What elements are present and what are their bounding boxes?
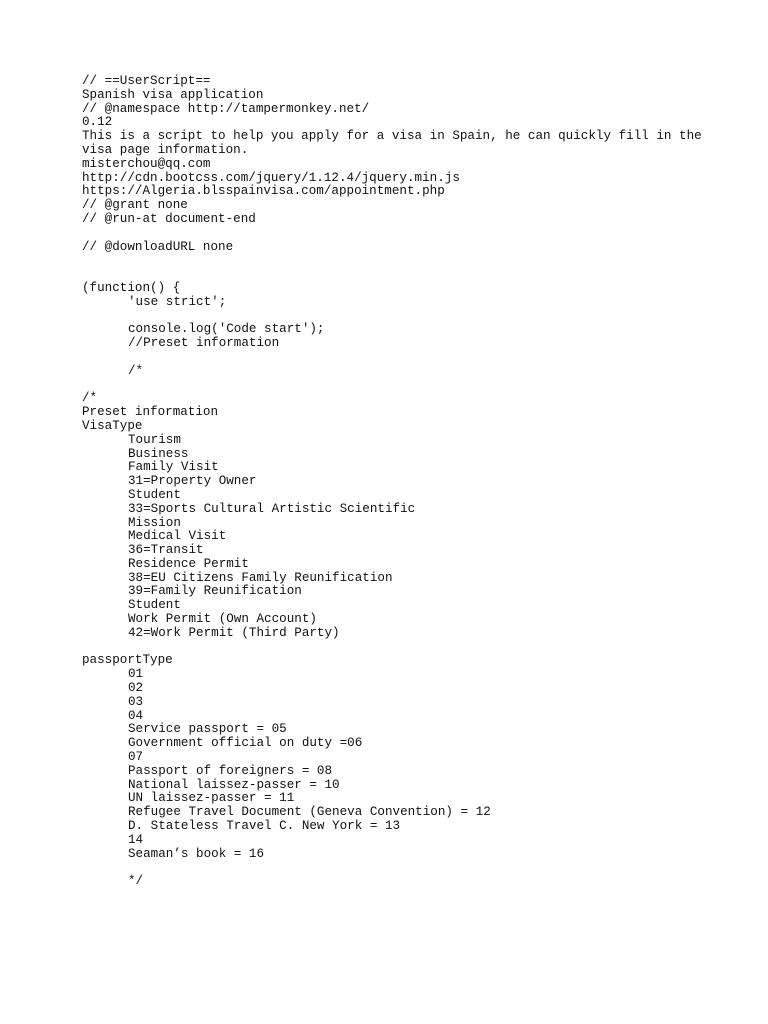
require-line: http://cdn.bootcss.com/jquery/1.12.4/jquery.min.js xyxy=(82,170,460,185)
passport-type-item: Service passport = 05 xyxy=(128,722,287,737)
description-line: This is a script to help you apply for a visa in Spain, he can quickly fill in the visa page information. xyxy=(82,129,710,157)
use-strict-line: 'use strict'; xyxy=(128,294,227,309)
passport-type-item: 14 xyxy=(128,832,144,847)
visa-type-item: Mission xyxy=(128,515,181,530)
passport-type-item: Seaman’s book = 16 xyxy=(128,846,265,861)
passport-type-label: passportType xyxy=(82,653,173,668)
passport-type-item: 04 xyxy=(128,708,144,723)
visa-type-item: Residence Permit xyxy=(128,556,249,571)
download-url-line: // @downloadURL none xyxy=(82,239,234,254)
blank-line xyxy=(82,351,702,365)
visa-type-item: 33=Sports Cultural Artistic Scientific xyxy=(128,501,416,516)
passport-type-item: D. Stateless Travel C. New York = 13 xyxy=(128,819,401,834)
visa-type-item: Tourism xyxy=(128,432,181,447)
blank-line xyxy=(82,861,702,875)
visa-type-item: 38=EU Citizens Family Reunification xyxy=(128,570,393,585)
visa-type-item: Business xyxy=(128,446,189,461)
passport-type-item: 01 xyxy=(128,667,144,682)
passport-type-item: National laissez-passer = 10 xyxy=(128,777,340,792)
grant-line: // @grant none xyxy=(82,198,188,213)
author-line: misterchou@qq.com xyxy=(82,156,211,171)
script-text xyxy=(82,74,710,889)
passport-type-item: Government official on duty =06 xyxy=(128,736,363,751)
preset-title-line: Preset information xyxy=(82,405,219,420)
passport-type-item: Refugee Travel Document (Geneva Convention) = 12 xyxy=(128,805,491,820)
passport-type-item: Passport of foreigners = 08 xyxy=(128,763,333,778)
visa-type-item: Family Visit xyxy=(128,460,219,475)
preset-comment-line: //Preset information xyxy=(128,336,280,351)
function-open-line: (function() { xyxy=(82,280,181,295)
passport-type-item: 03 xyxy=(128,694,144,709)
visa-type-item: 31=Property Owner xyxy=(128,474,257,489)
blank-line xyxy=(82,641,702,655)
blank-line xyxy=(82,227,702,241)
visa-type-label: VisaType xyxy=(82,418,143,433)
blank-line xyxy=(82,379,702,393)
visa-type-item: 36=Transit xyxy=(128,543,204,558)
comment-open-indented-line: /* xyxy=(128,363,144,378)
visa-type-item: Student xyxy=(128,487,181,502)
passport-type-item: 02 xyxy=(128,681,144,696)
comment-open-line: /* xyxy=(82,391,98,406)
run-at-line: // @run-at document-end xyxy=(82,211,256,226)
blank-line xyxy=(82,310,702,324)
namespace-line: // @namespace http://tampermonkey.net/ xyxy=(82,101,370,116)
visa-type-item: 42=Work Permit (Third Party) xyxy=(128,625,340,640)
visa-type-item: 39=Family Reunification xyxy=(128,584,302,599)
match-line: https://Algeria.blsspainvisa.com/appointment.php xyxy=(82,184,445,199)
blank-line xyxy=(82,268,702,282)
passport-type-item: UN laissez-passer = 11 xyxy=(128,791,295,806)
blank-line xyxy=(82,254,702,268)
comment-close-line: */ xyxy=(128,874,144,889)
visa-type-item: Work Permit (Own Account) xyxy=(128,612,317,627)
passport-type-item: 07 xyxy=(128,750,144,765)
script-name-line: Spanish visa application xyxy=(82,87,264,102)
console-log-line: console.log('Code start'); xyxy=(128,322,325,337)
visa-type-item: Student xyxy=(128,598,181,613)
passport-type-list xyxy=(82,668,702,861)
version-line: 0.12 xyxy=(82,115,113,130)
visa-type-item: Medical Visit xyxy=(128,529,227,544)
userscript-header-line: // ==UserScript== xyxy=(82,74,211,88)
visa-type-list xyxy=(82,434,702,641)
